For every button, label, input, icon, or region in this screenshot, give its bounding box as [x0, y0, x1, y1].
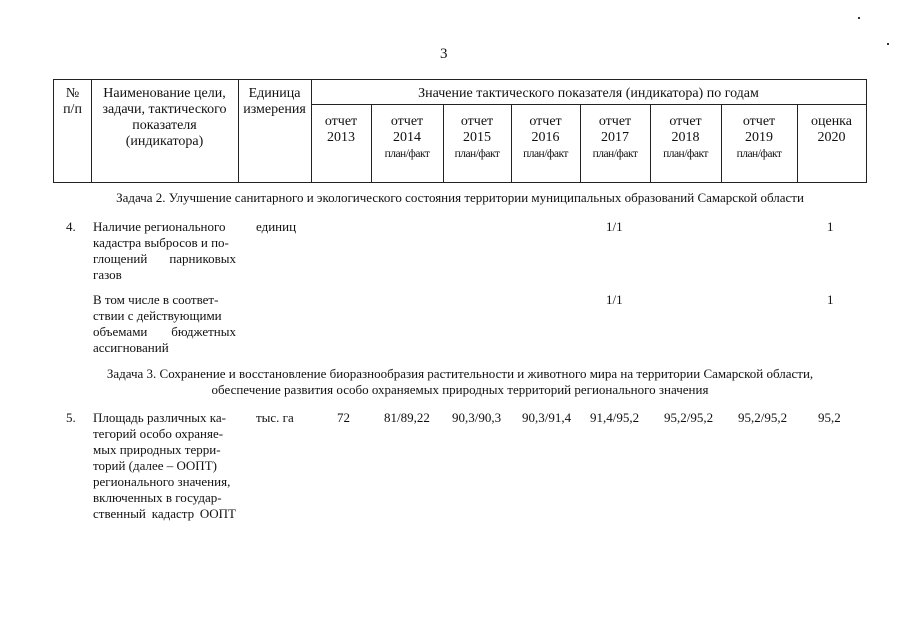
year-2013-header: отчет 2013 — [324, 114, 358, 145]
row-4-name: Наличие регионального кадастра выбросов и по- глощений парниковых газов — [93, 219, 236, 282]
row-4-value-2017: 1/1 — [606, 219, 623, 234]
scan-speck — [858, 17, 860, 19]
col-unit-header: Единица измерения — [243, 86, 306, 117]
row-4-number: 4. — [66, 219, 76, 234]
task-3-heading: Задача 3. Сохранение и восстановление биоразнообразия растительности и животного мира на территории Самарской области, обеспечение развития особо охраняемых природных территорий регионального значения — [106, 366, 814, 397]
year-2020-header: оценка 2020 — [810, 114, 852, 145]
row-5-unit: тыс. га — [256, 410, 294, 425]
row-5-value-2013: 72 — [337, 410, 350, 425]
row-5-name: Площадь различных ка- тегорий особо охраняе- мых природных терри- торий (далее – ООПТ) регионального значения, включенных в государ- ственный кадастр ООПТ — [93, 410, 236, 521]
row-5-value-2014: 81/89,22 — [384, 410, 430, 425]
col-no-header: № п/п — [63, 86, 82, 117]
col-values-title: Значение тактического показателя (индикатора) по годам — [418, 86, 759, 101]
row-4-value-2020: 1 — [827, 219, 834, 234]
row-5-number: 5. — [66, 410, 76, 425]
row-5-value-2017: 91,4/95,2 — [590, 410, 640, 425]
year-2017-header: отчет 2017 план/факт — [592, 114, 638, 160]
row-4-subname: В том числе в соответ- ствии с действующими объемами бюджетных ассигнований — [93, 292, 236, 355]
year-2018-header: отчет 2018 план/факт — [663, 114, 708, 160]
row-5-value-2016: 90,3/91,4 — [522, 410, 572, 425]
year-2015-header: отчет 2015 план/факт — [454, 114, 500, 160]
row-5-value-2020: 95,2 — [818, 410, 841, 425]
year-2019-header: отчет 2019 план/факт — [736, 114, 782, 160]
table-header — [53, 79, 867, 183]
row-4-unit: единиц — [256, 219, 297, 234]
task-2-heading: Задача 2. Улучшение санитарного и экологического состояния территории муниципальных образований Самарской области — [116, 190, 804, 205]
row-5-value-2018: 95,2/95,2 — [664, 410, 714, 425]
col-name-header: Наименование цели, задачи, тактического показателя (индикатора) — [102, 86, 227, 149]
row-5-value-2015: 90,3/90,3 — [452, 410, 502, 425]
year-2014-header: отчет 2014 план/факт — [384, 114, 430, 160]
row-5-value-2019: 95,2/95,2 — [738, 410, 788, 425]
row-4b-value-2020: 1 — [827, 292, 834, 307]
scan-speck — [887, 43, 889, 45]
page-number: 3 — [440, 46, 448, 62]
year-2016-header: отчет 2016 план/факт — [523, 114, 568, 160]
row-4b-value-2017: 1/1 — [606, 292, 623, 307]
